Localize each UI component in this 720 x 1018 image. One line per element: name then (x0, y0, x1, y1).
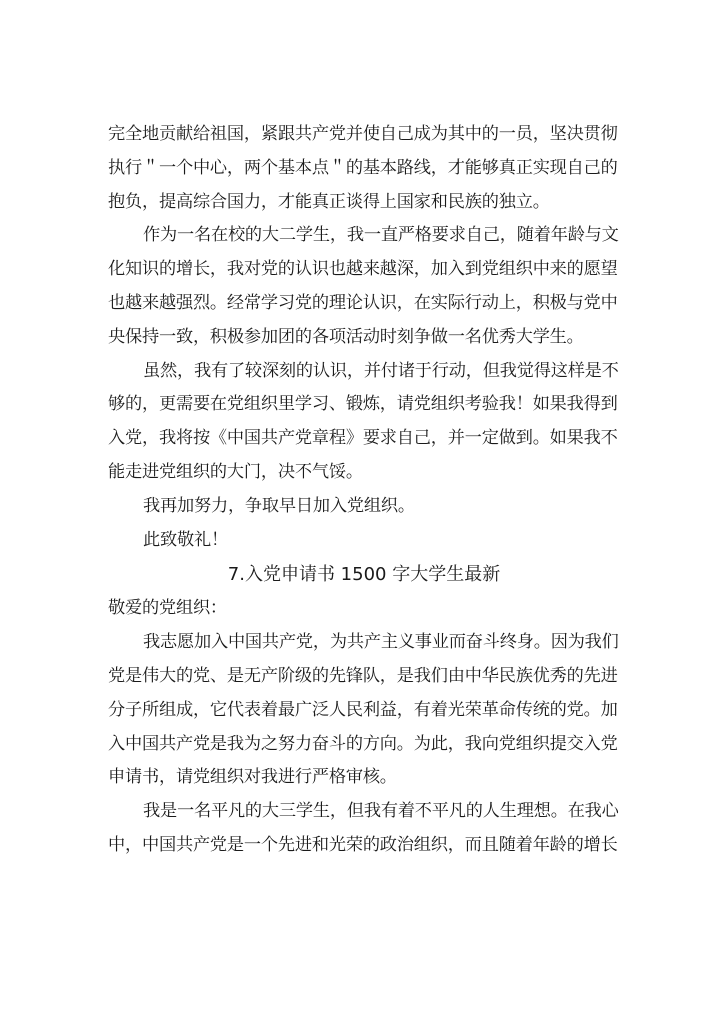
text-line: 此致敬礼！ (143, 529, 228, 550)
text-line: 我再加努力，争取早日加入党组织。 (143, 495, 415, 516)
text-line: 抱负，提高综合国力，才能真正谈得上国家和民族的独立。 (108, 191, 550, 212)
text-line: 作为一名在校的大二学生，我一直严格要求自己，随着年龄与文 (143, 225, 619, 246)
text-line: 也越来越强烈。经常学习党的理论认识，在实际行动上，积极与党中 (108, 292, 618, 313)
text-line: 党是伟大的党、是无产阶级的先锋队，是我们由中华民族优秀的先进 (108, 665, 618, 686)
document-body (108, 118, 619, 863)
heading-text: 7.入党申请书 1500 字大学生最新 (227, 564, 501, 586)
paragraph (108, 355, 619, 490)
text-line: 虽然，我有了较深刻的认识，并付诸于行动，但我觉得这样是不 (143, 360, 619, 381)
paragraph (108, 118, 616, 219)
text-line: 执行＂一个中心，两个基本点＂的基本路线，才能够真正实现自己的 (108, 157, 618, 178)
paragraph (108, 524, 616, 558)
text-line: 敬爱的党组织： (108, 598, 227, 619)
text-line: 申请书，请党组织对我进行严格审核。 (108, 767, 397, 788)
text-line: 入中国共产党是我为之努力奋斗的方向。为此，我向党组织提交入党 (108, 733, 618, 754)
paragraph (108, 626, 619, 795)
text-line: 央保持一致，积极参加团的各项活动时刻争做一名优秀大学生。 (108, 326, 584, 347)
paragraph (108, 592, 616, 626)
text-line: 入党，我将按《中国共产党章程》要求自己，并一定做到。如果我不 (108, 428, 618, 449)
section-heading (108, 557, 616, 592)
paragraph (108, 795, 619, 863)
paragraph (108, 219, 619, 354)
text-line: 中，中国共产党是一个先进和光荣的政治组织，而且随着年龄的增长 (108, 834, 618, 855)
text-line: 能走进党组织的大门，决不气馁。 (108, 461, 363, 482)
text-line: 我是一名平凡的大三学生，但我有着不平凡的人生理想。在我心 (143, 801, 619, 822)
text-line: 化知识的增长，我对党的认识也越来越深，加入到党组织中来的愿望 (108, 259, 618, 280)
text-line: 分子所组成，它代表着最广泛人民利益，有着光荣革命传统的党。加 (108, 699, 618, 720)
paragraph (108, 490, 616, 524)
text-line: 我志愿加入中国共产党，为共产主义事业而奋斗终身。因为我们 (143, 632, 619, 653)
text-line: 完全地贡献给祖国，紧跟共产党并使自己成为其中的一员，坚决贯彻 (108, 124, 618, 144)
text-line: 够的，更需要在党组织里学习、锻炼，请党组织考验我！如果我得到 (108, 394, 618, 415)
